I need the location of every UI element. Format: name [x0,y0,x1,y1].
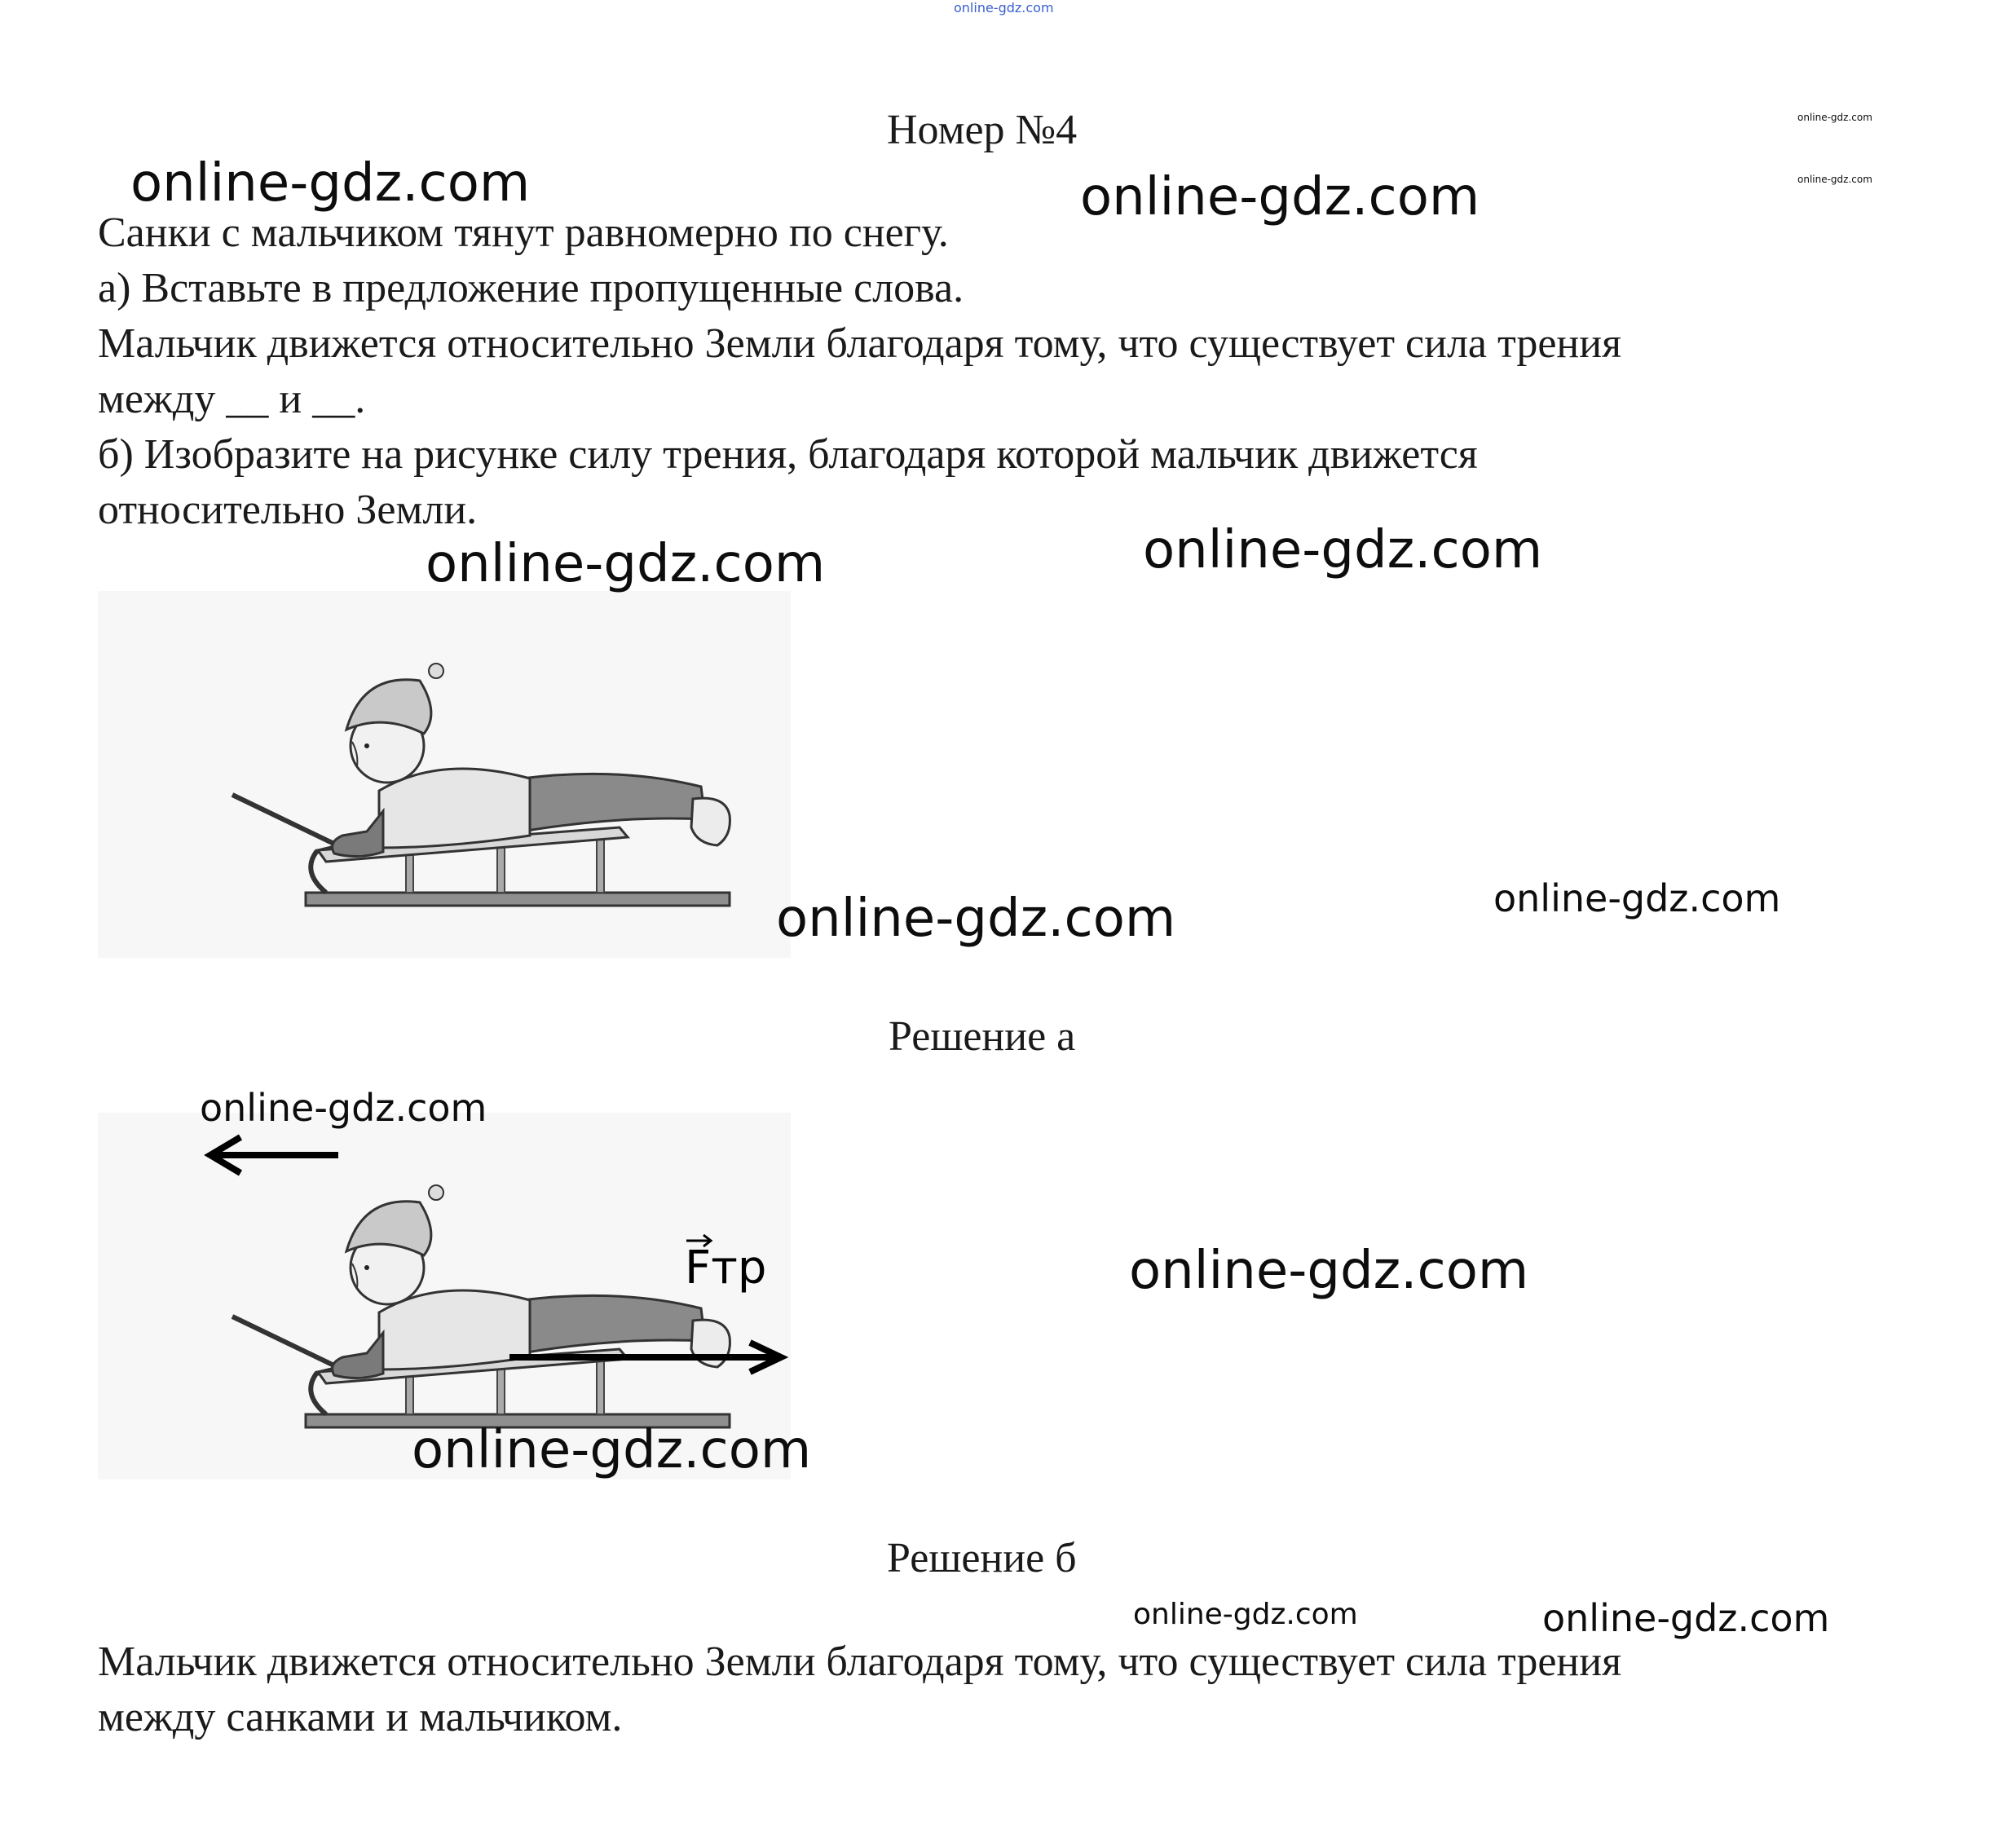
task-line-5: б) Изобразите на рисунке силу трения, благодаря которой мальчик движется [98,431,1478,478]
watermark-top: online-gdz.com [954,0,1054,15]
watermark: online-gdz.com [1133,1598,1358,1631]
answer-line-1: Мальчик движется относительно Земли благодаря тому, что существует сила трения [98,1639,1622,1685]
watermark: online-gdz.com [1129,1241,1529,1301]
watermark: online-gdz.com [1797,112,1872,123]
watermark: online-gdz.com [412,1420,812,1480]
task-line-1: Санки с мальчиком тянут равномерно по снегу. [98,209,949,256]
task-line-2: а) Вставьте в предложение пропущенные слова. [98,265,964,311]
friction-force-label: Fтр [685,1242,767,1294]
watermark: online-gdz.com [200,1086,487,1130]
watermark: online-gdz.com [426,534,826,594]
task-line-4: между __ и __. [98,376,366,422]
page-title: Номер №4 [887,107,1078,153]
watermark: online-gdz.com [1542,1596,1830,1640]
answer-line-2: между санками и мальчиком. [98,1694,623,1740]
watermark: online-gdz.com [1493,876,1781,920]
watermark: online-gdz.com [1080,167,1480,227]
watermark: online-gdz.com [1797,174,1872,185]
task-line-6: относительно Земли. [98,487,478,533]
sled-figure-task [98,591,791,958]
watermark: online-gdz.com [776,889,1176,949]
watermark: online-gdz.com [130,153,531,214]
solution-b-heading: Решение б [887,1535,1077,1581]
watermark: online-gdz.com [1143,520,1543,580]
solution-a-heading: Решение а [889,1013,1076,1060]
task-line-3: Мальчик движется относительно Земли благодаря тому, что существует сила трения [98,320,1622,367]
sled-boy-illustration [98,591,791,958]
